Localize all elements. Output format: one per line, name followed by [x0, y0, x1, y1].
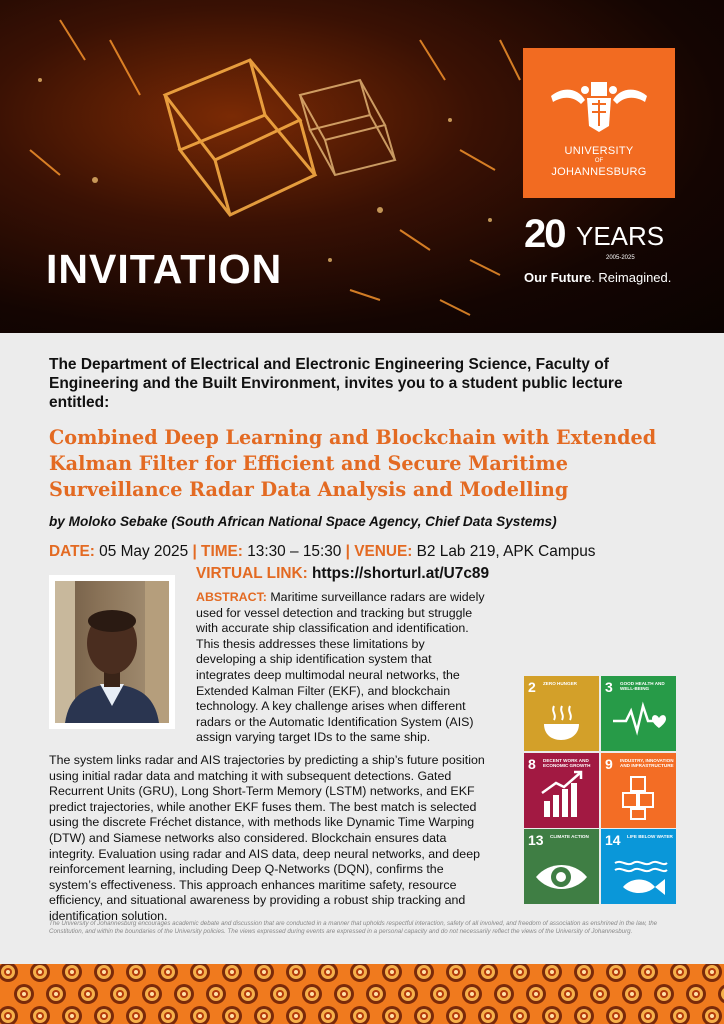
time-label: TIME: [201, 543, 243, 560]
event-details [49, 543, 709, 561]
bowl-icon [524, 676, 599, 751]
tagline [524, 270, 671, 285]
sdg-number: 2 [528, 679, 536, 695]
sdg-label: CLIMATE ACTION [550, 834, 589, 839]
sdg-9-tile [601, 753, 676, 828]
date-value: 05 May 2025 [99, 543, 189, 560]
time-value: 13:30 – 15:30 [247, 543, 342, 560]
virtual-link-row [196, 565, 489, 583]
lecture-title: Combined Deep Learning and Blockchain with Extended Kalman Filter for Efficient and Secure Maritime Surveillance Radar Data Analysis and Modelling [49, 426, 657, 501]
sdg-label: INDUSTRY, INNOVATION AND INFRASTRUCTURE [620, 758, 674, 769]
sdg-14-tile [601, 829, 676, 904]
hero-banner [0, 0, 724, 333]
disclaimer-text: The University of Johannesburg encourages academic debate and discussion that are conducted in a manner that upholds respectful interaction, safety of all involved, and freedom of association as enshrined in the law, the Constitution, and within the boundaries of the University policies. The views expressed during events are expressed in a personal capacity and do not necessarily reflect the views of the University of Johannesburg. [49, 920, 658, 935]
sdg-number: 3 [605, 679, 613, 695]
sdg-label: ZERO HUNGER [543, 681, 577, 686]
abstract-label: ABSTRACT: [196, 590, 267, 604]
abstract-paragraph-2: The system links radar and AIS trajectories by predicting a ship’s future position using initial radar data and matching it with subsequent detections. Gated Recurrent Units (GRU), Long Short-Term Memory (LSTM) networks, and EKF predict trajectories, while another EKF fuses them. The best match is selected using the discrete Fréchet distance, with methods like Dynamic Time Warping (DTW) and Siamese networks also considered. Blockchain ensures data integrity. Evaluation using radar and AIS data, deep neural networks, and deep reinforcement learning, including Deep Q-Networks (DQN), confirms the system’s effectiveness. This approach enhances maritime safety, resource efficiency, and situational awareness by providing a robust ship tracking and identification solution. [49, 752, 485, 923]
invitation-heading: INVITATION [46, 246, 283, 292]
virtual-link-label: VIRTUAL LINK: [196, 565, 308, 582]
decorative-pattern-strip [0, 964, 724, 1024]
cubes-icon [601, 753, 676, 828]
uj-logo [523, 48, 675, 198]
sdg-number: 8 [528, 756, 536, 772]
uj-crest-icon [523, 48, 675, 143]
sdg-label: GOOD HEALTH AND WELL-BEING [620, 681, 665, 692]
logo-of: OF [594, 158, 604, 164]
speaker-byline: by Moloko Sebake (South African National Space Agency, Chief Data Systems) [49, 514, 557, 529]
fish-icon [601, 829, 676, 904]
tagline-bold: Our Future [524, 270, 592, 285]
date-label: DATE: [49, 543, 95, 560]
anniversary-word: YEARS [576, 221, 665, 251]
growth-chart-icon [524, 753, 599, 828]
sdg-number: 13 [528, 832, 544, 848]
sdg-label: LIFE BELOW WATER [627, 834, 673, 839]
anniversary-range: 2005-2025 [606, 255, 635, 261]
venue-label: VENUE: [354, 543, 413, 560]
sdg-grid [524, 676, 676, 904]
sdg-2-tile [524, 676, 599, 751]
sdg-number: 14 [605, 832, 621, 848]
separator: | [345, 543, 350, 560]
heartbeat-icon [601, 676, 676, 751]
eye-globe-icon [524, 829, 599, 904]
sdg-number: 9 [605, 756, 613, 772]
sdg-3-tile [601, 676, 676, 751]
virtual-link[interactable]: https://shorturl.at/U7c89 [312, 565, 490, 582]
anniversary-number: 20 [524, 212, 565, 256]
sdg-label: DECENT WORK AND ECONOMIC GROWTH [543, 758, 591, 769]
tagline-rest: . Reimagined. [591, 270, 672, 285]
logo-johannesburg: JOHANNESBURG [551, 166, 647, 178]
intro-text: The Department of Electrical and Electronic Engineering Science, Faculty of Engineering and the Built Environment, invites you to a student public lecture entitled: [49, 356, 623, 411]
venue-value: B2 Lab 219, APK Campus [416, 543, 596, 560]
sdg-13-tile [524, 829, 599, 904]
abstract-text-1: Maritime surveillance radars are widely used for vessel detection and tracking but struggle with accurate ship classification and identification. This thesis addresses these limitations by developing a ship identification system that integrates deep multimodal neural networks, the Extended Kalman Filter (EKF), and blockchain technology. A key challenge arises when different radars or the Automatic Identification System (AIS) assign varying target IDs to the same ship. [196, 590, 485, 745]
separator: | [192, 543, 197, 560]
sdg-8-tile [524, 753, 599, 828]
logo-university: UNIVERSITY [564, 145, 634, 157]
circle-pattern-graphic [0, 964, 724, 1024]
